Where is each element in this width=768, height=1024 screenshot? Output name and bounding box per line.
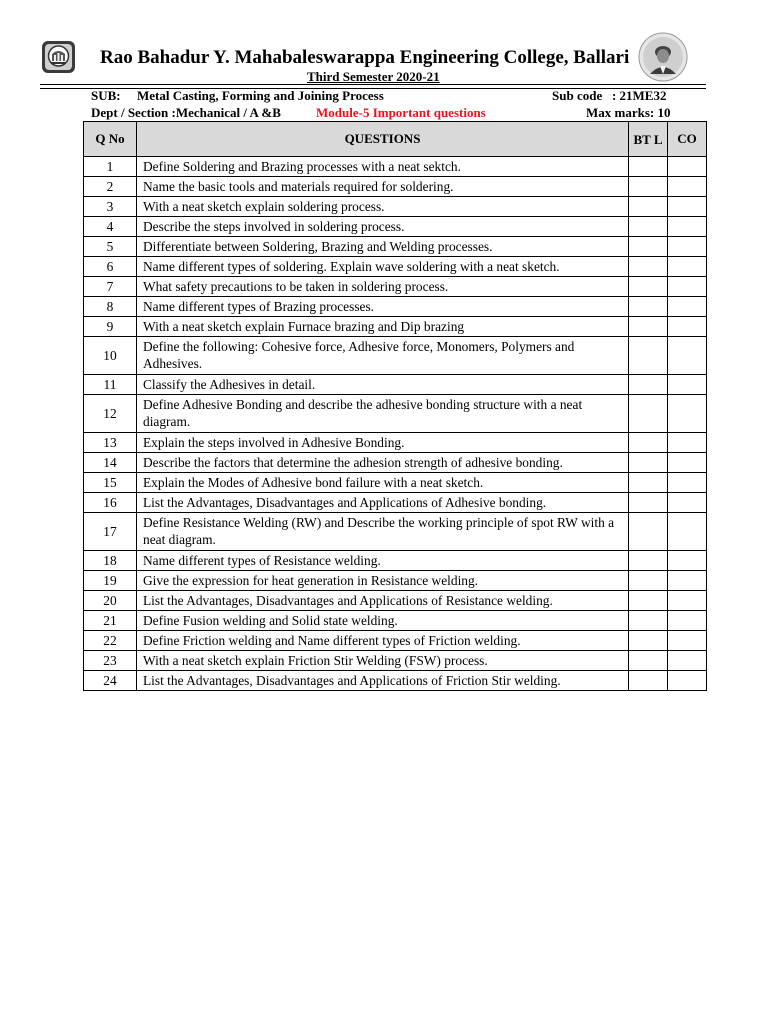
question-text: Define Resistance Welding (RW) and Describe the working principle of spot RW with a neat diagram. — [137, 513, 629, 551]
table-row — [84, 651, 707, 671]
table-row — [84, 317, 707, 337]
co-cell — [668, 177, 707, 197]
co-cell — [668, 551, 707, 571]
question-number: 4 — [84, 217, 137, 237]
subject-name: Metal Casting, Forming and Joining Process — [137, 88, 384, 103]
question-text: With a neat sketch explain soldering process. — [137, 197, 629, 217]
table-row — [84, 551, 707, 571]
co-cell — [668, 395, 707, 433]
table-row — [84, 177, 707, 197]
question-number: 1 — [84, 157, 137, 177]
founder-portrait — [638, 32, 688, 82]
question-text: Differentiate between Soldering, Brazing and Welding processes. — [137, 237, 629, 257]
btl-cell — [629, 473, 668, 493]
question-number: 15 — [84, 473, 137, 493]
header-rule-top — [40, 84, 706, 85]
header-btl: BT L — [629, 122, 668, 157]
question-text: Define the following: Cohesive force, Adhesive force, Monomers, Polymers and Adhesives. — [137, 337, 629, 375]
question-text: With a neat sketch explain Friction Stir Welding (FSW) process. — [137, 651, 629, 671]
co-cell — [668, 297, 707, 317]
question-number: 18 — [84, 551, 137, 571]
co-cell — [668, 473, 707, 493]
question-text: Classify the Adhesives in detail. — [137, 375, 629, 395]
subject-code: Sub code : 21ME32 — [552, 88, 667, 103]
co-cell — [668, 257, 707, 277]
questions-table — [83, 121, 707, 691]
co-cell — [668, 671, 707, 691]
btl-cell — [629, 217, 668, 237]
question-text: List the Advantages, Disadvantages and Applications of Friction Stir welding. — [137, 671, 629, 691]
question-number: 3 — [84, 197, 137, 217]
question-number: 8 — [84, 297, 137, 317]
table-row — [84, 433, 707, 453]
question-number: 6 — [84, 257, 137, 277]
btl-cell — [629, 551, 668, 571]
table-row — [84, 237, 707, 257]
question-number: 17 — [84, 513, 137, 551]
table-row — [84, 671, 707, 691]
question-number: 10 — [84, 337, 137, 375]
question-text: Name different types of soldering. Explain wave soldering with a neat sketch. — [137, 257, 629, 277]
btl-cell — [629, 157, 668, 177]
btl-cell — [629, 197, 668, 217]
question-number: 12 — [84, 395, 137, 433]
co-cell — [668, 631, 707, 651]
header-co: CO — [668, 122, 707, 157]
dept-section: Dept / Section :Mechanical / A &B — [91, 105, 281, 120]
btl-cell — [629, 395, 668, 433]
question-text: Define Soldering and Brazing processes with a neat sektch. — [137, 157, 629, 177]
question-number: 5 — [84, 237, 137, 257]
btl-cell — [629, 297, 668, 317]
table-row — [84, 157, 707, 177]
table-row — [84, 217, 707, 237]
subject-label: SUB: — [91, 88, 121, 103]
co-cell — [668, 317, 707, 337]
question-number: 9 — [84, 317, 137, 337]
table-row — [84, 197, 707, 217]
question-text: Explain the Modes of Adhesive bond failure with a neat sketch. — [137, 473, 629, 493]
table-row — [84, 473, 707, 493]
module-title: Module-5 Important questions — [316, 105, 486, 120]
question-text: Name the basic tools and materials required for soldering. — [137, 177, 629, 197]
question-text: What safety precautions to be taken in soldering process. — [137, 277, 629, 297]
table-header-row — [84, 122, 707, 157]
btl-cell — [629, 317, 668, 337]
co-cell — [668, 375, 707, 395]
co-cell — [668, 493, 707, 513]
question-number: 21 — [84, 611, 137, 631]
btl-cell — [629, 591, 668, 611]
question-text: Define Fusion welding and Solid state welding. — [137, 611, 629, 631]
semester-title: Third Semester 2020-21 — [307, 69, 440, 84]
table-row — [84, 453, 707, 473]
btl-cell — [629, 671, 668, 691]
max-marks: Max marks: 10 — [586, 105, 671, 120]
btl-cell — [629, 453, 668, 473]
question-number: 14 — [84, 453, 137, 473]
question-number: 13 — [84, 433, 137, 453]
btl-cell — [629, 513, 668, 551]
college-name: Rao Bahadur Y. Mahabaleswarappa Engineering College, Ballari — [100, 47, 630, 68]
question-number: 24 — [84, 671, 137, 691]
question-text: List the Advantages, Disadvantages and Applications of Adhesive bonding. — [137, 493, 629, 513]
btl-cell — [629, 651, 668, 671]
question-text: Describe the steps involved in soldering process. — [137, 217, 629, 237]
btl-cell — [629, 237, 668, 257]
question-number: 22 — [84, 631, 137, 651]
btl-cell — [629, 177, 668, 197]
table-row — [84, 297, 707, 317]
question-text: Define Adhesive Bonding and describe the adhesive bonding structure with a neat diagram. — [137, 395, 629, 433]
btl-cell — [629, 571, 668, 591]
question-text: Describe the factors that determine the adhesion strength of adhesive bonding. — [137, 453, 629, 473]
question-text: With a neat sketch explain Furnace brazing and Dip brazing — [137, 317, 629, 337]
co-cell — [668, 337, 707, 375]
college-logo — [41, 40, 76, 74]
question-number: 7 — [84, 277, 137, 297]
co-cell — [668, 277, 707, 297]
btl-cell — [629, 277, 668, 297]
table-row — [84, 611, 707, 631]
table-row — [84, 631, 707, 651]
co-cell — [668, 453, 707, 473]
btl-cell — [629, 493, 668, 513]
co-cell — [668, 611, 707, 631]
question-text: Define Friction welding and Name different types of Friction welding. — [137, 631, 629, 651]
table-row — [84, 257, 707, 277]
header-qno: Q No — [84, 122, 137, 157]
btl-cell — [629, 631, 668, 651]
btl-cell — [629, 433, 668, 453]
table-row — [84, 337, 707, 375]
co-cell — [668, 433, 707, 453]
co-cell — [668, 571, 707, 591]
question-text: Name different types of Resistance welding. — [137, 551, 629, 571]
table-row — [84, 571, 707, 591]
co-cell — [668, 197, 707, 217]
question-text: Name different types of Brazing processes. — [137, 297, 629, 317]
table-row — [84, 493, 707, 513]
question-number: 19 — [84, 571, 137, 591]
table-row — [84, 395, 707, 433]
co-cell — [668, 651, 707, 671]
co-cell — [668, 591, 707, 611]
header-questions: QUESTIONS — [137, 122, 629, 157]
co-cell — [668, 513, 707, 551]
question-number: 16 — [84, 493, 137, 513]
question-number: 2 — [84, 177, 137, 197]
table-row — [84, 591, 707, 611]
table-row — [84, 277, 707, 297]
question-number: 20 — [84, 591, 137, 611]
table-row — [84, 375, 707, 395]
btl-cell — [629, 611, 668, 631]
question-text: Give the expression for heat generation in Resistance welding. — [137, 571, 629, 591]
co-cell — [668, 217, 707, 237]
question-text: List the Advantages, Disadvantages and Applications of Resistance welding. — [137, 591, 629, 611]
btl-cell — [629, 257, 668, 277]
btl-cell — [629, 375, 668, 395]
question-number: 23 — [84, 651, 137, 671]
table-row — [84, 513, 707, 551]
btl-cell — [629, 337, 668, 375]
question-text: Explain the steps involved in Adhesive Bonding. — [137, 433, 629, 453]
co-cell — [668, 237, 707, 257]
co-cell — [668, 157, 707, 177]
question-number: 11 — [84, 375, 137, 395]
